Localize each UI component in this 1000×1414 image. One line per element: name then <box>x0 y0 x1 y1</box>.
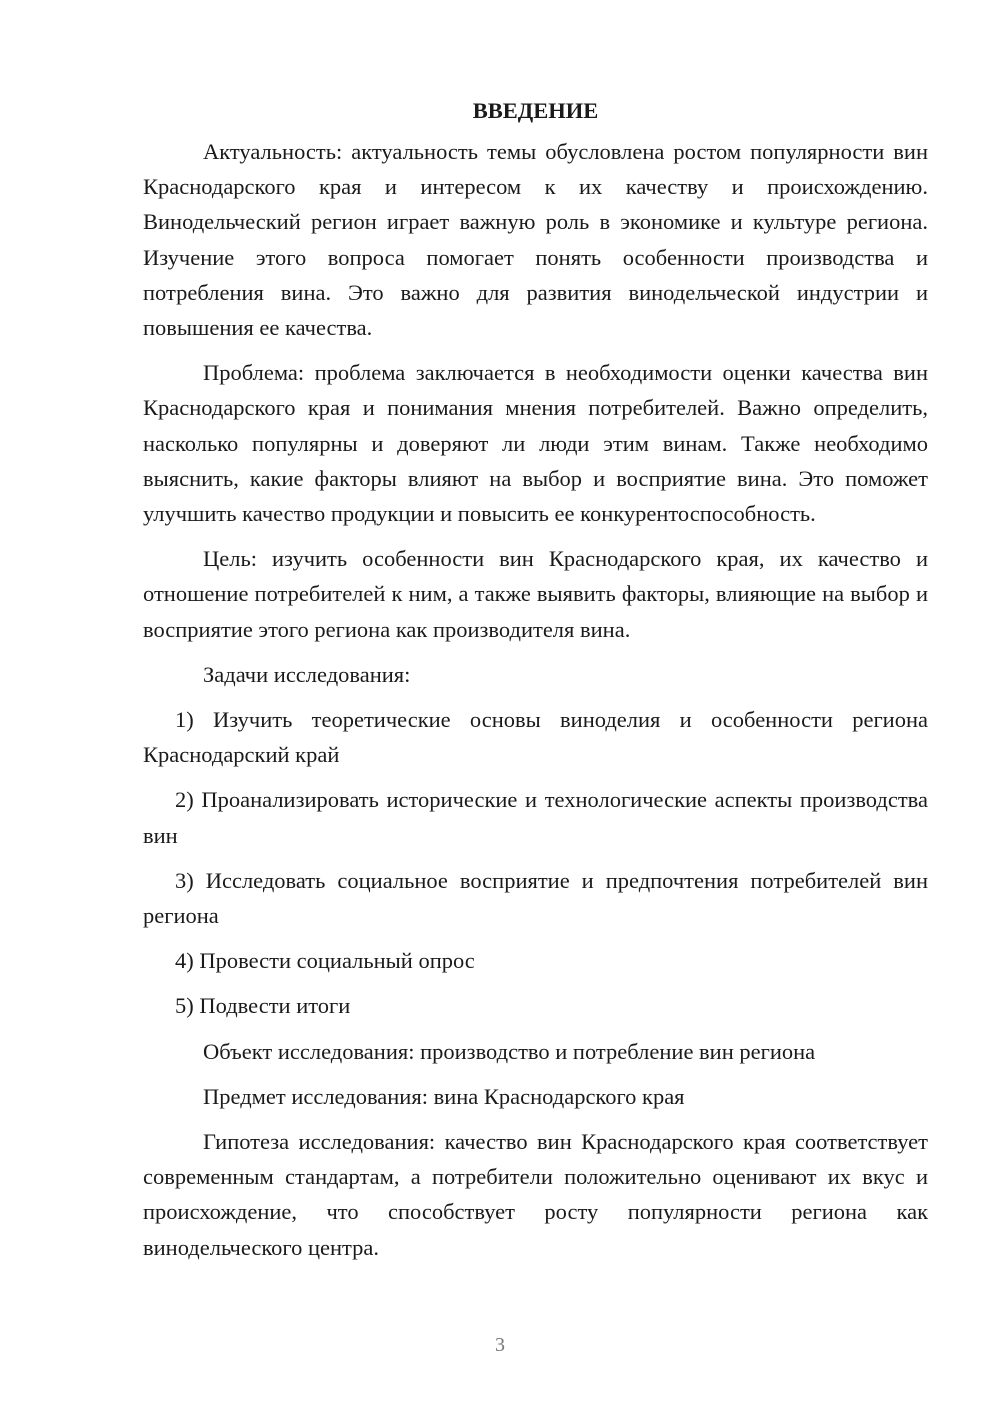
task-item-1: 1) Изучить теоретические основы виноделия и особенности региона Краснодарский край <box>143 707 928 768</box>
task-item-5: 5) Подвести итоги <box>175 993 351 1019</box>
task-item-2: 2) Проанализировать исторические и технологические аспекты производства вин <box>143 787 928 848</box>
page-title: ВВЕДЕНИЕ <box>472 98 599 123</box>
task-item-4: 4) Провести социальный опрос <box>175 948 475 974</box>
document-page <box>143 92 928 1265</box>
relevance-paragraph: Актуальность: актуальность темы обусловлена ростом популярности вин Краснодарского края и интересом к их качеству и происхождению. Винодельческий регион играет важную роль в экономике и культуре региона. Изучение этого вопроса помогает понять особенности производства и потребления вина. Это важно для развития винодельческой индустрии и повышения ее качества. <box>143 139 928 341</box>
problem-paragraph: Проблема: проблема заключается в необходимости оценки качества вин Краснодарского края и понимания мнения потребителей. Важно определить, насколько популярны и доверяют ли люди этим винам. Также необходимо выяснить, какие факторы влияют на выбор и восприятие вина. Это поможет улучшить качество продукции и повысить ее конкурентоспособность. <box>143 360 928 527</box>
page-number: 3 <box>495 1334 505 1356</box>
task-item-3: 3) Исследовать социальное восприятие и предпочтения потребителей вин региона <box>143 867 928 929</box>
goal-paragraph: Цель: изучить особенности вин Краснодарского края, их качество и отношение потребителей к ним, а также выявить факторы, влияющие на выбор и восприятие этого региона как производителя вина. <box>143 546 928 642</box>
research-hypothesis: Гипотеза исследования: качество вин Краснодарского края соответствует современным стандартам, а потребители положительно оценивают их вкус и происхождение, что способствует росту популярности региона как винодельческого центра. <box>143 1129 928 1260</box>
research-object: Объект исследования: производство и потребление вин региона <box>203 1038 816 1064</box>
research-subject: Предмет исследования: вина Краснодарского края <box>203 1083 685 1109</box>
tasks-heading: Задачи исследования: <box>203 661 411 687</box>
